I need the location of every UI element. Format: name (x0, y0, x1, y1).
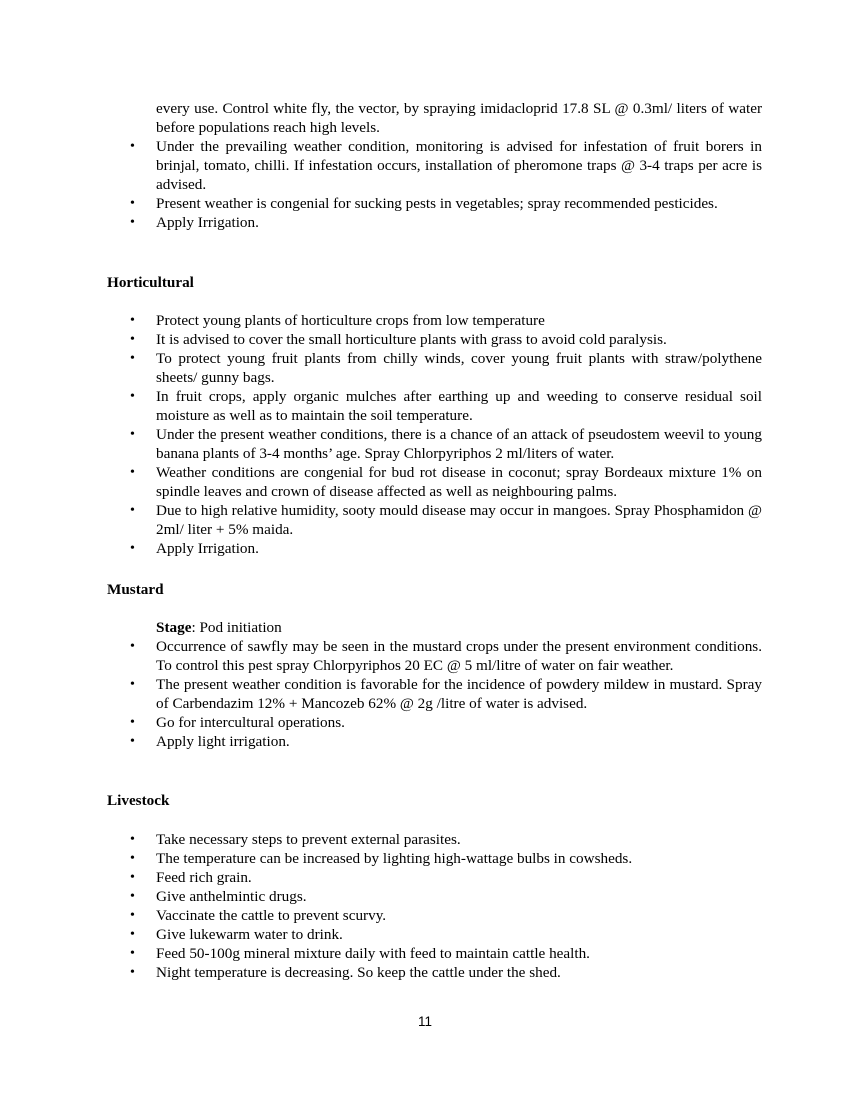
livestock-section (107, 830, 762, 982)
section-heading-horticultural: Horticultural (107, 274, 194, 291)
list-item: • The temperature can be increased by lighting high-wattage bulbs in cowsheds. (107, 849, 762, 868)
list-item: • It is advised to cover the small horticulture plants with grass to avoid cold paralysis. (107, 330, 762, 349)
list-item: • Feed 50-100g mineral mixture daily with feed to maintain cattle health. (107, 944, 762, 963)
list-item: • The present weather condition is favorable for the incidence of powdery mildew in mustard. Spray of Carbendazim 12% + Mancozeb 62% @ 2g /litre of water is advised. (107, 675, 762, 713)
mustard-section (107, 618, 762, 751)
list-item: • To protect young fruit plants from chilly winds, cover young fruit plants with straw/polythene sheets/ gunny bags. (107, 349, 762, 387)
intro-list (107, 99, 762, 232)
list-item: • Under the present weather conditions, there is a chance of an attack of pseudostem weevil to young banana plants of 3-4 months’ age. Spray Chlorpyriphos 2 ml/liters of water. (107, 425, 762, 463)
horticultural-list (107, 311, 762, 558)
mustard-list (107, 637, 762, 751)
list-item: • Night temperature is decreasing. So keep the cattle under the shed. (107, 963, 762, 982)
list-item: • Due to high relative humidity, sooty mould disease may occur in mangoes. Spray Phosphamidon @ 2ml/ liter + 5% maida. (107, 501, 762, 539)
list-item: • Weather conditions are congenial for bud rot disease in coconut; spray Bordeaux mixture 1% on spindle leaves and crown of disease affected as well as neighbouring palms. (107, 463, 762, 501)
list-item: • Under the prevailing weather condition, monitoring is advised for infestation of fruit borers in brinjal, tomato, chilli. If infestation occurs, installation of pheromone traps @ 3-4 traps per acre is advised. (107, 137, 762, 194)
crop-stage (107, 618, 762, 637)
stage-value: : Pod initiation (191, 619, 282, 636)
section-heading-mustard: Mustard (107, 581, 164, 598)
list-item: • Apply Irrigation. (107, 539, 762, 558)
list-item: • Present weather is congenial for sucking pests in vegetables; spray recommended pesticides. (107, 194, 762, 213)
list-item: • Go for intercultural operations. (107, 713, 762, 732)
page-number: 11 (417, 1014, 432, 1029)
list-item: • Apply light irrigation. (107, 732, 762, 751)
list-item: • Occurrence of sawfly may be seen in the mustard crops under the present environment conditions. To control this pest spray Chlorpyriphos 20 EC @ 5 ml/litre of water on fair weather. (107, 637, 762, 675)
list-item: • Take necessary steps to prevent external parasites. (107, 830, 762, 849)
list-item: • Vaccinate the cattle to prevent scurvy. (107, 906, 762, 925)
list-item: every use. Control white fly, the vector, by spraying imidacloprid 17.8 SL @ 0.3ml/ liters of water before populations reach high levels. (156, 100, 762, 136)
section-heading-livestock: Livestock (107, 792, 170, 809)
list-item: • Apply Irrigation. (107, 213, 762, 232)
list-item: • Protect young plants of horticulture crops from low temperature (107, 311, 762, 330)
livestock-list (107, 830, 762, 982)
list-item: • In fruit crops, apply organic mulches after earthing up and weeding to conserve residual soil moisture as well as to maintain the soil temperature. (107, 387, 762, 425)
list-item: • Give anthelmintic drugs. (107, 887, 762, 906)
list-item: • Feed rich grain. (107, 868, 762, 887)
stage-label: Stage (156, 619, 192, 636)
list-item: • Give lukewarm water to drink. (107, 925, 762, 944)
horticultural-section (107, 311, 762, 558)
intro-section (107, 99, 762, 232)
